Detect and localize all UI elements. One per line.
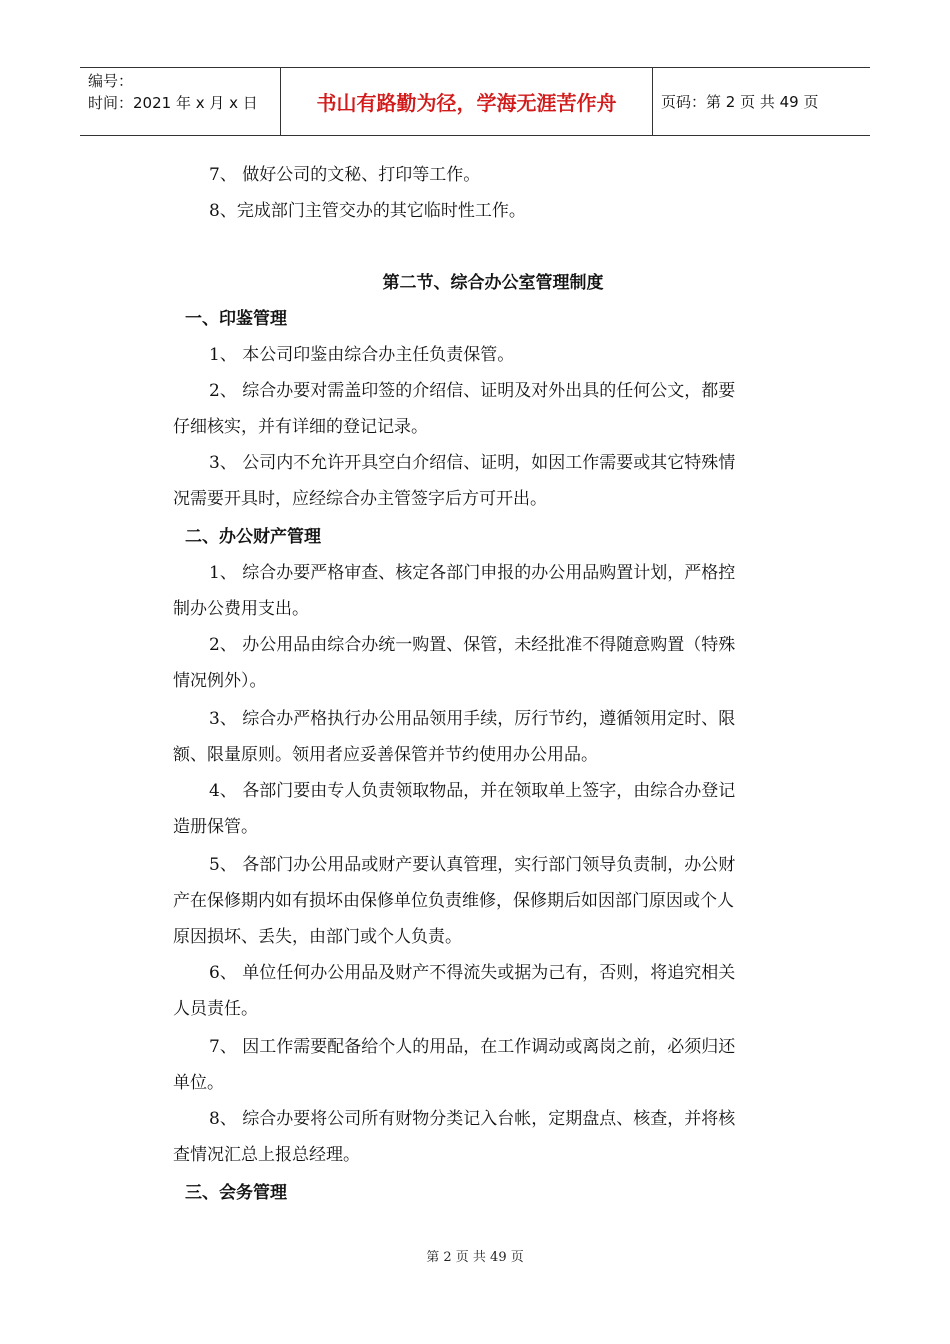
paragraph-line: 4、 各部门要由专人负责领取物品，并在领取单上签字，由综合办登记 — [209, 781, 736, 801]
page-footer: 第 2 页 共 49 页 — [426, 1250, 524, 1265]
paragraph-line: 2、 办公用品由综合办统一购置、保管，未经批准不得随意购置（特殊 — [209, 635, 736, 655]
paragraph-line: 1、 综合办要严格审查、核定各部门申报的办公用品购置计划，严格控 — [209, 563, 736, 583]
heading-meeting: 三、会务管理 — [185, 1183, 287, 1203]
paragraph-line: 况需要开具时，应经综合办主管签字后方可开出。 — [173, 489, 547, 509]
paragraph-line: 制办公费用支出。 — [173, 599, 309, 619]
paragraph-line: 7、 做好公司的文秘、打印等工作。 — [209, 165, 481, 185]
paragraph-line: 8、 综合办要将公司所有财物分类记入台帐，定期盘点、核查，并将核 — [209, 1109, 736, 1129]
paragraph-line: 造册保管。 — [173, 817, 258, 837]
date-label: 时间：2021 年 x 月 x 日 — [88, 94, 258, 112]
page-info: 页码：第 2 页 共 49 页 — [661, 93, 819, 111]
heading-seal: 一、印鉴管理 — [185, 309, 287, 329]
paragraph-line: 8、完成部门主管交办的其它临时性工作。 — [209, 201, 526, 221]
paragraph-line: 原因损坏、丢失，由部门或个人负责。 — [173, 927, 462, 947]
paragraph-line: 产在保修期内如有损坏由保修单位负责维修，保修期后如因部门原因或个人 — [173, 891, 734, 911]
paragraph-line: 3、 公司内不允许开具空白介绍信、证明，如因工作需要或其它特殊情 — [209, 453, 736, 473]
paragraph-line: 1、 本公司印鉴由综合办主任负责保管。 — [209, 345, 515, 365]
paragraph-line: 情况例外）。 — [173, 671, 267, 691]
page-header — [80, 67, 870, 136]
paragraph-line: 3、 综合办严格执行办公用品领用手续，厉行节约，遵循领用定时、限 — [209, 709, 736, 729]
number-label: 编号： — [88, 72, 134, 90]
paragraph-line: 额、限量原则。领用者应妥善保管并节约使用办公用品。 — [173, 745, 598, 765]
motto: 书山有路勤为径，学海无涯苦作舟 — [281, 68, 653, 135]
paragraph-line: 人员责任。 — [173, 999, 258, 1019]
header-left-cell — [80, 68, 281, 135]
section-title: 第二节、综合办公室管理制度 — [382, 273, 604, 293]
paragraph-line: 仔细核实，并有详细的登记记录。 — [173, 417, 428, 437]
paragraph-line: 5、 各部门办公用品或财产要认真管理，实行部门领导负责制，办公财 — [209, 855, 736, 875]
paragraph-line: 单位。 — [173, 1073, 224, 1093]
paragraph-line: 7、 因工作需要配备给个人的用品，在工作调动或离岗之前，必须归还 — [209, 1037, 736, 1057]
paragraph-line: 2、 综合办要对需盖印签的介绍信、证明及对外出具的任何公文，都要 — [209, 381, 736, 401]
paragraph-line: 查情况汇总上报总经理。 — [173, 1145, 360, 1165]
paragraph-line: 6、 单位任何办公用品及财产不得流失或据为己有，否则，将追究相关 — [209, 963, 736, 983]
heading-property: 二、办公财产管理 — [185, 527, 321, 547]
